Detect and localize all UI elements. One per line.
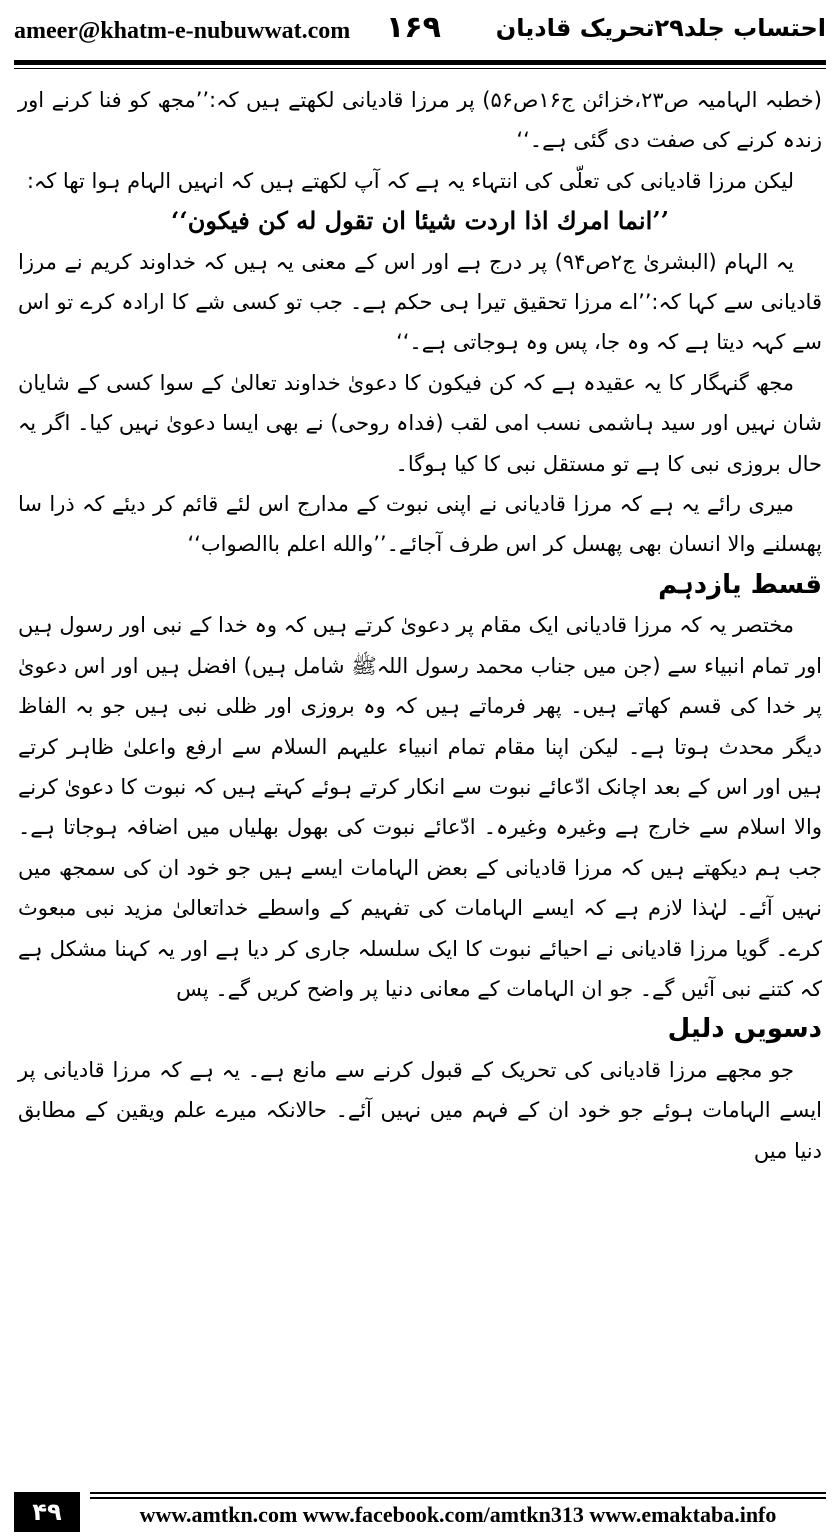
paragraph-daleel: جو مجھے مرزا قادیانی کی تحریک کے قبول کرنے سے مانع ہے۔ یہ ہے کہ مرزا قادیانی پر ایسے الہامات ہوئے جو خود ان کے فہم میں نہیں آئے۔ حالانکہ میرے علم ویقین کے مطابق دنیا میں	[18, 1057, 822, 1163]
footer-website-links[interactable]: www.amtkn.com www.facebook.com/amtkn313 www.emaktaba.info	[139, 1502, 777, 1527]
page-header	[14, 10, 826, 58]
arabic-ilham-quote: ’’انما امرك اذا اردت شیئا ان تقول له کن فیکون‘‘	[171, 206, 669, 236]
body-text	[18, 80, 822, 1171]
paragraph-kun-fayakun: مجھ گنہگار کا یہ عقیدہ ہے کہ کن فیکون کا دعویٰ خداوند تعالیٰ کے سوا کسی کے شایان شان نہیں اور سید ہاشمی نسب امی لقب (فداہ روحی) نے بھی ایسا دعویٰ نہیں کیا۔ اگر یہ حال بروزی نبی کا ہے تو مستقل نبی کا کیا ہوگا۔	[18, 370, 822, 476]
paragraph-tali: لیکن مرزا قادیانی کی تعلّی کی انتہاء یہ ہے کہ آپ لکھتے ہیں کہ انہیں الہام ہوا تھا کہ:	[26, 168, 794, 193]
paragraph-meri-raye: میری رائے یہ ہے کہ مرزا قادیانی نے اپنی نبوت کے مدارج اس لئے قائم کر دیئے کہ ذرا سا پھسلنے والا انسان بھی پھسل کر اس طرف آجائے۔’’والله اعلم باالصواب‘‘	[18, 492, 822, 557]
paragraph-khutba: (خطبہ الہامیہ ص۲۳،خزائن ج۱۶ص۵۶) پر مرزا قادیانی لکھتے ہیں کہ:’’مجھ کو فنا کرنے اور زندہ کرنے کی صفت دی گئی ہے۔‘‘	[18, 88, 822, 153]
header-email[interactable]: ameer@khatm-e-nubuwwat.com	[14, 18, 351, 44]
heading-daswin-daleel: دسویں دلیل	[667, 1014, 822, 1045]
paragraph-bushra: یہ الہام (البشریٰ ج۲ص۹۴) پر درج ہے اور اس کے معنی یہ ہیں کہ خداوند کریم نے مرزا قادیانی سے کہا کہ:’’اے مرزا تحقیق تیرا ہی حکم ہے۔ جب تو کسی شے کا ارادہ کرے تو اس سے کہہ دیتا ہے کہ وہ جا، پس وہ ہوجاتی ہے۔‘‘	[18, 249, 822, 355]
paragraph-mukhtasar: مختصر یہ کہ مرزا قادیانی ایک مقام پر دعویٰ کرتے ہیں کہ وہ خدا کے نبی اور رسول ہیں اور تمام انبیاء سے (جن میں جناب محمد رسول اللہﷺ شامل ہیں) افضل ہیں اور اس دعویٰ پر خدا کی قسم کھاتے ہیں۔ پھر فرماتے ہیں کہ وہ بروزی اور ظلی نبی ہیں جو بہ الفاظ دیگر محدث ہوتا ہے۔ لیکن اپنا مقام تمام انبیاء علیہم السلام سے ارفع واعلیٰ ظاہر کرتے ہیں اور اس کے بعد اچانک ادّعائے نبوت سے انکار کرتے ہوئے کہتے ہیں کہ نبوت کا دعویٰ کرنے والا اسلام سے خارج ہے وغیرہ وغیرہ۔ ادّعائے نبوت کی بھول بھلیاں میں اضافہ ہوجاتا ہے۔ جب ہم دیکھتے ہیں کہ مرزا قادیانی کے بعض الہامات ایسے ہیں جو خود ان کی سمجھ میں نہیں آئے۔ لہٰذا لازم ہے کہ ایسے الہامات کی تفہیم کے واسطے خداتعالیٰ مزید نبی مبعوث کرے۔ گویا مرزا قادیانی نے احیائے نبوت کا ایک سلسلہ جاری کر دیا ہے اور یہ کہنا مشکل ہے کہ کتنے نبی آئیں گے۔ جو ان الہامات کے معانی دنیا پر واضح کریں گے۔ پس	[18, 613, 822, 1001]
header-page-number: ۱۶۹	[386, 10, 441, 45]
header-rule-thin	[14, 68, 826, 69]
page-footer	[14, 1492, 826, 1532]
footer-rule-bottom	[90, 1497, 826, 1499]
footer-rule-top	[90, 1492, 826, 1494]
header-rule-thick	[14, 60, 826, 65]
footer-page-number: ۴۹	[14, 1492, 80, 1532]
heading-qist-yazdaham: قسط یازدہم	[658, 569, 822, 600]
header-book-title: احتساب جلد۲۹تحریک قادیان	[495, 14, 826, 42]
